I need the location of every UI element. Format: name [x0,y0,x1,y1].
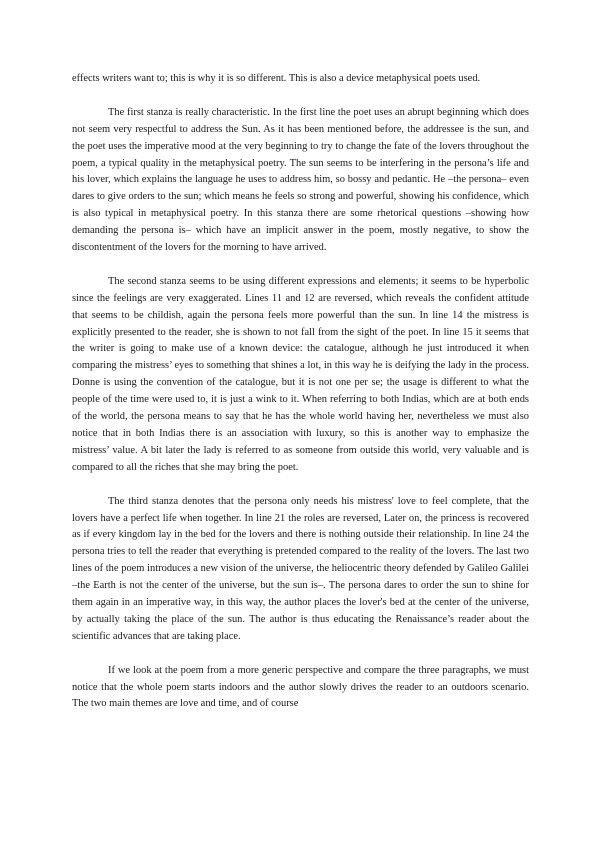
paragraph-generic-perspective: If we look at the poem from a more generic perspective and compare the three paragraphs, we must notice that the whole poem starts indoors and the author slowly drives the reader to an outdoors scenario. The two main themes are love and time, and of course [72,664,529,710]
paragraph-continuation: effects writers want to; this is why it is so different. This is also a device metaphysical poets used. [72,73,481,84]
paragraph-first-stanza: The first stanza is really characteristic. In the first line the poet uses an abrupt beginning which does not seem very respectful to address the Sun. As it has been mentioned before, the addressee is the sun, and the poet uses the imperative mood at the very beginning to try to change the fate of the lovers throughout the poem, a typical quality in the metaphysical poetry. The sun seems to be interfering in the persona’s life and his lover, which explains the language he uses to address him, so bossy and pedantic. He –the persona– even dares to give orders to the sun; which means he feels so strong and powerful, showing his confidence, which is also typical in metaphysical poetry. In this stanza there are some rhetorical questions –showing how demanding the persona is– which have an implicit answer in the poem, mostly negative, to show the discontentment of the lovers for the morning to have arrived. [72,106,529,254]
paragraph-third-stanza: The third stanza denotes that the persona only needs his mistress' love to feel complete, that the lovers have a perfect life when together. In line 21 the roles are reversed, Later on, the princess is recovered as if every kingdom lay in the bed for the lovers and there is nothing outside their relationship. In line 24 the persona tries to tell the reader that everything is pretended compared to the reality of the lovers. The last two lines of the poem introduces a new vision of the universe, the heliocentric theory defended by Galileo Galilei –the Earth is not the center of the universe, but the sun is–. The persona dares to order the sun to shine for them again in an imperative way, in this way, the author places the lover's bed at the center of the universe, by actually taking the place of the sun. The author is thus educating the Renaissance’s reader about the scientific advances that are taking place. [72,495,529,642]
document-body [72,71,529,730]
paragraph-second-stanza: The second stanza seems to be using different expressions and elements; it seems to be hyperbolic since the feelings are very exaggerated. Lines 11 and 12 are reversed, which reveals the confident attitude that seems to be childish, again the persona feels more powerful than the sun. In line 14 the mistress is explicitly presented to the reader, she is shown to not fall from the sight of the poet. In line 15 it seems that the writer is going to make use of a known device: the catalogue, although he just introduced it when comparing the mistress’ eyes to something that shines a lot, in this way he is deifying the lady in the process. Donne is using the convention of the catalogue, but it is not one per se; the usage is different to what the people of the time were used to, it is just a wink to it. When referring to both Indias, which are at both ends of the world, the persona means to say that he has the whole world having her, nevertheless we must also notice that in both Indias there is an association with luxury, so this is another way to emphasize the mistress’ value. A bit later the lady is referred to as someone from outside this world, very valuable and is compared to all the riches that she may bring the poet. [72,275,529,473]
